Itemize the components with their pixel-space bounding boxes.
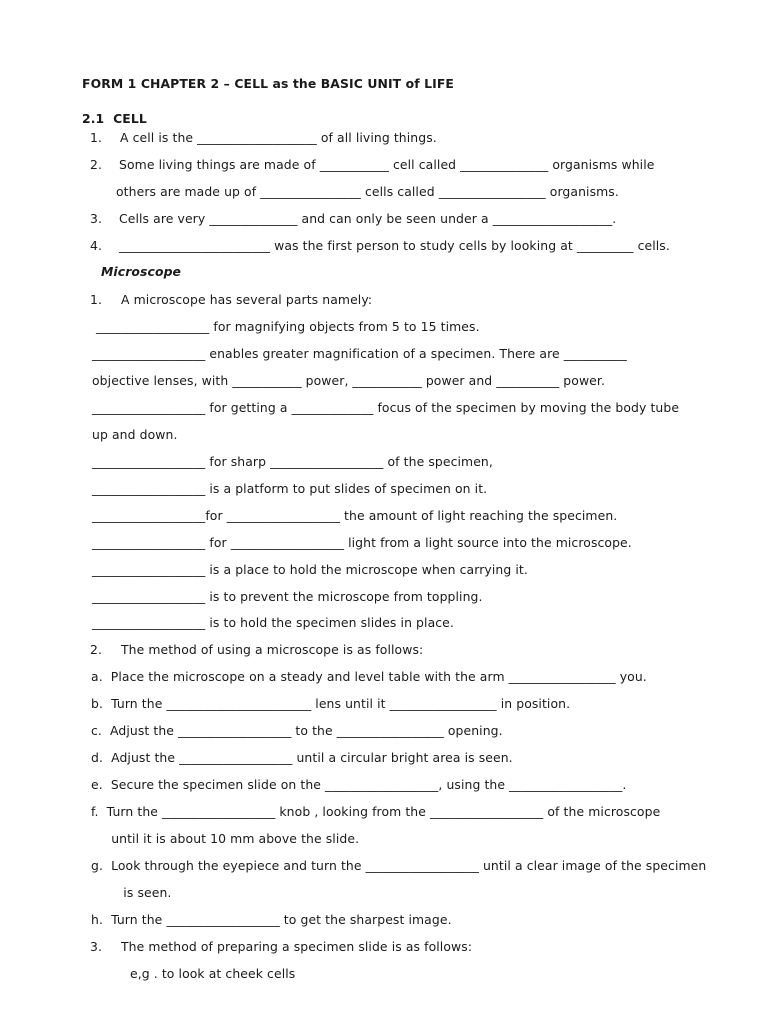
part-line: __________________ for getting a _____________ focus of the specimen by moving the body tube — [92, 400, 680, 415]
step-line: is seen. — [91, 885, 172, 900]
part-line: __________________ enables greater magnification of a specimen. There are __________ — [92, 346, 627, 361]
part-line: objective lenses, with ___________ power, ___________ power and __________ power. — [92, 373, 605, 388]
cell-item-text: ________________________ was the first person to study cells by looking at _________ cells. — [119, 238, 670, 253]
cell-item-num: 4. — [90, 238, 103, 253]
part-line: __________________for __________________ the amount of light reaching the specimen. — [92, 508, 618, 523]
step-line: e. Secure the specimen slide on the __________________, using the __________________. — [91, 777, 627, 792]
part-line: __________________ is to hold the specimen slides in place. — [92, 615, 454, 630]
cell-item-text: Some living things are made of ___________ cell called ______________ organisms while — [119, 157, 655, 172]
question-text: The method of preparing a specimen slide is as follows: — [121, 939, 473, 954]
section-heading: 2.1 CELL — [82, 111, 147, 126]
step-line: f. Turn the __________________ knob , looking from the __________________ of the microscope — [91, 804, 661, 819]
question-text: A microscope has several parts namely: — [121, 292, 373, 307]
step-line: until it is about 10 mm above the slide. — [91, 831, 360, 846]
part-line: __________________ for __________________ light from a light source into the microscope. — [92, 535, 632, 550]
step-line: b. Turn the _______________________ lens until it _________________ in position. — [91, 696, 571, 711]
step-line: g. Look through the eyepiece and turn the __________________ until a clear image of the specimen — [91, 858, 707, 873]
microscope-heading: Microscope — [101, 264, 182, 279]
question-text: The method of using a microscope is as follows: — [121, 642, 424, 657]
step-line: h. Turn the __________________ to get the sharpest image. — [91, 912, 452, 927]
cell-item-num: 2. — [90, 157, 103, 172]
part-line: up and down. — [92, 427, 178, 442]
cell-item-text: A cell is the ___________________ of all living things. — [120, 130, 437, 145]
cell-item-text: others are made up of ________________ cells called _________________ organisms. — [116, 184, 619, 199]
cell-item-num: 1. — [90, 130, 103, 145]
step-line: d. Adjust the __________________ until a circular bright area is seen. — [91, 750, 513, 765]
part-line: __________________ for sharp __________________ of the specimen, — [92, 454, 493, 469]
step-line: c. Adjust the __________________ to the _________________ opening. — [91, 723, 503, 738]
question-num: 1. — [90, 292, 103, 307]
part-line: __________________ is a place to hold the microscope when carrying it. — [92, 562, 528, 577]
question-num: 2. — [90, 642, 103, 657]
part-line: __________________ for magnifying objects from 5 to 15 times. — [92, 319, 480, 334]
cell-item-text: Cells are very ______________ and can only be seen under a ___________________. — [119, 211, 617, 226]
part-line: __________________ is to prevent the microscope from toppling. — [92, 589, 483, 604]
page-title: FORM 1 CHAPTER 2 – CELL as the BASIC UNIT of LIFE — [82, 76, 454, 91]
part-line: __________________ is a platform to put slides of specimen on it. — [92, 481, 488, 496]
question-num: 3. — [90, 939, 103, 954]
step-line: a. Place the microscope on a steady and level table with the arm _________________ you. — [91, 669, 647, 684]
example-text: e,g . to look at cheek cells — [130, 966, 296, 981]
cell-item-num: 3. — [90, 211, 103, 226]
